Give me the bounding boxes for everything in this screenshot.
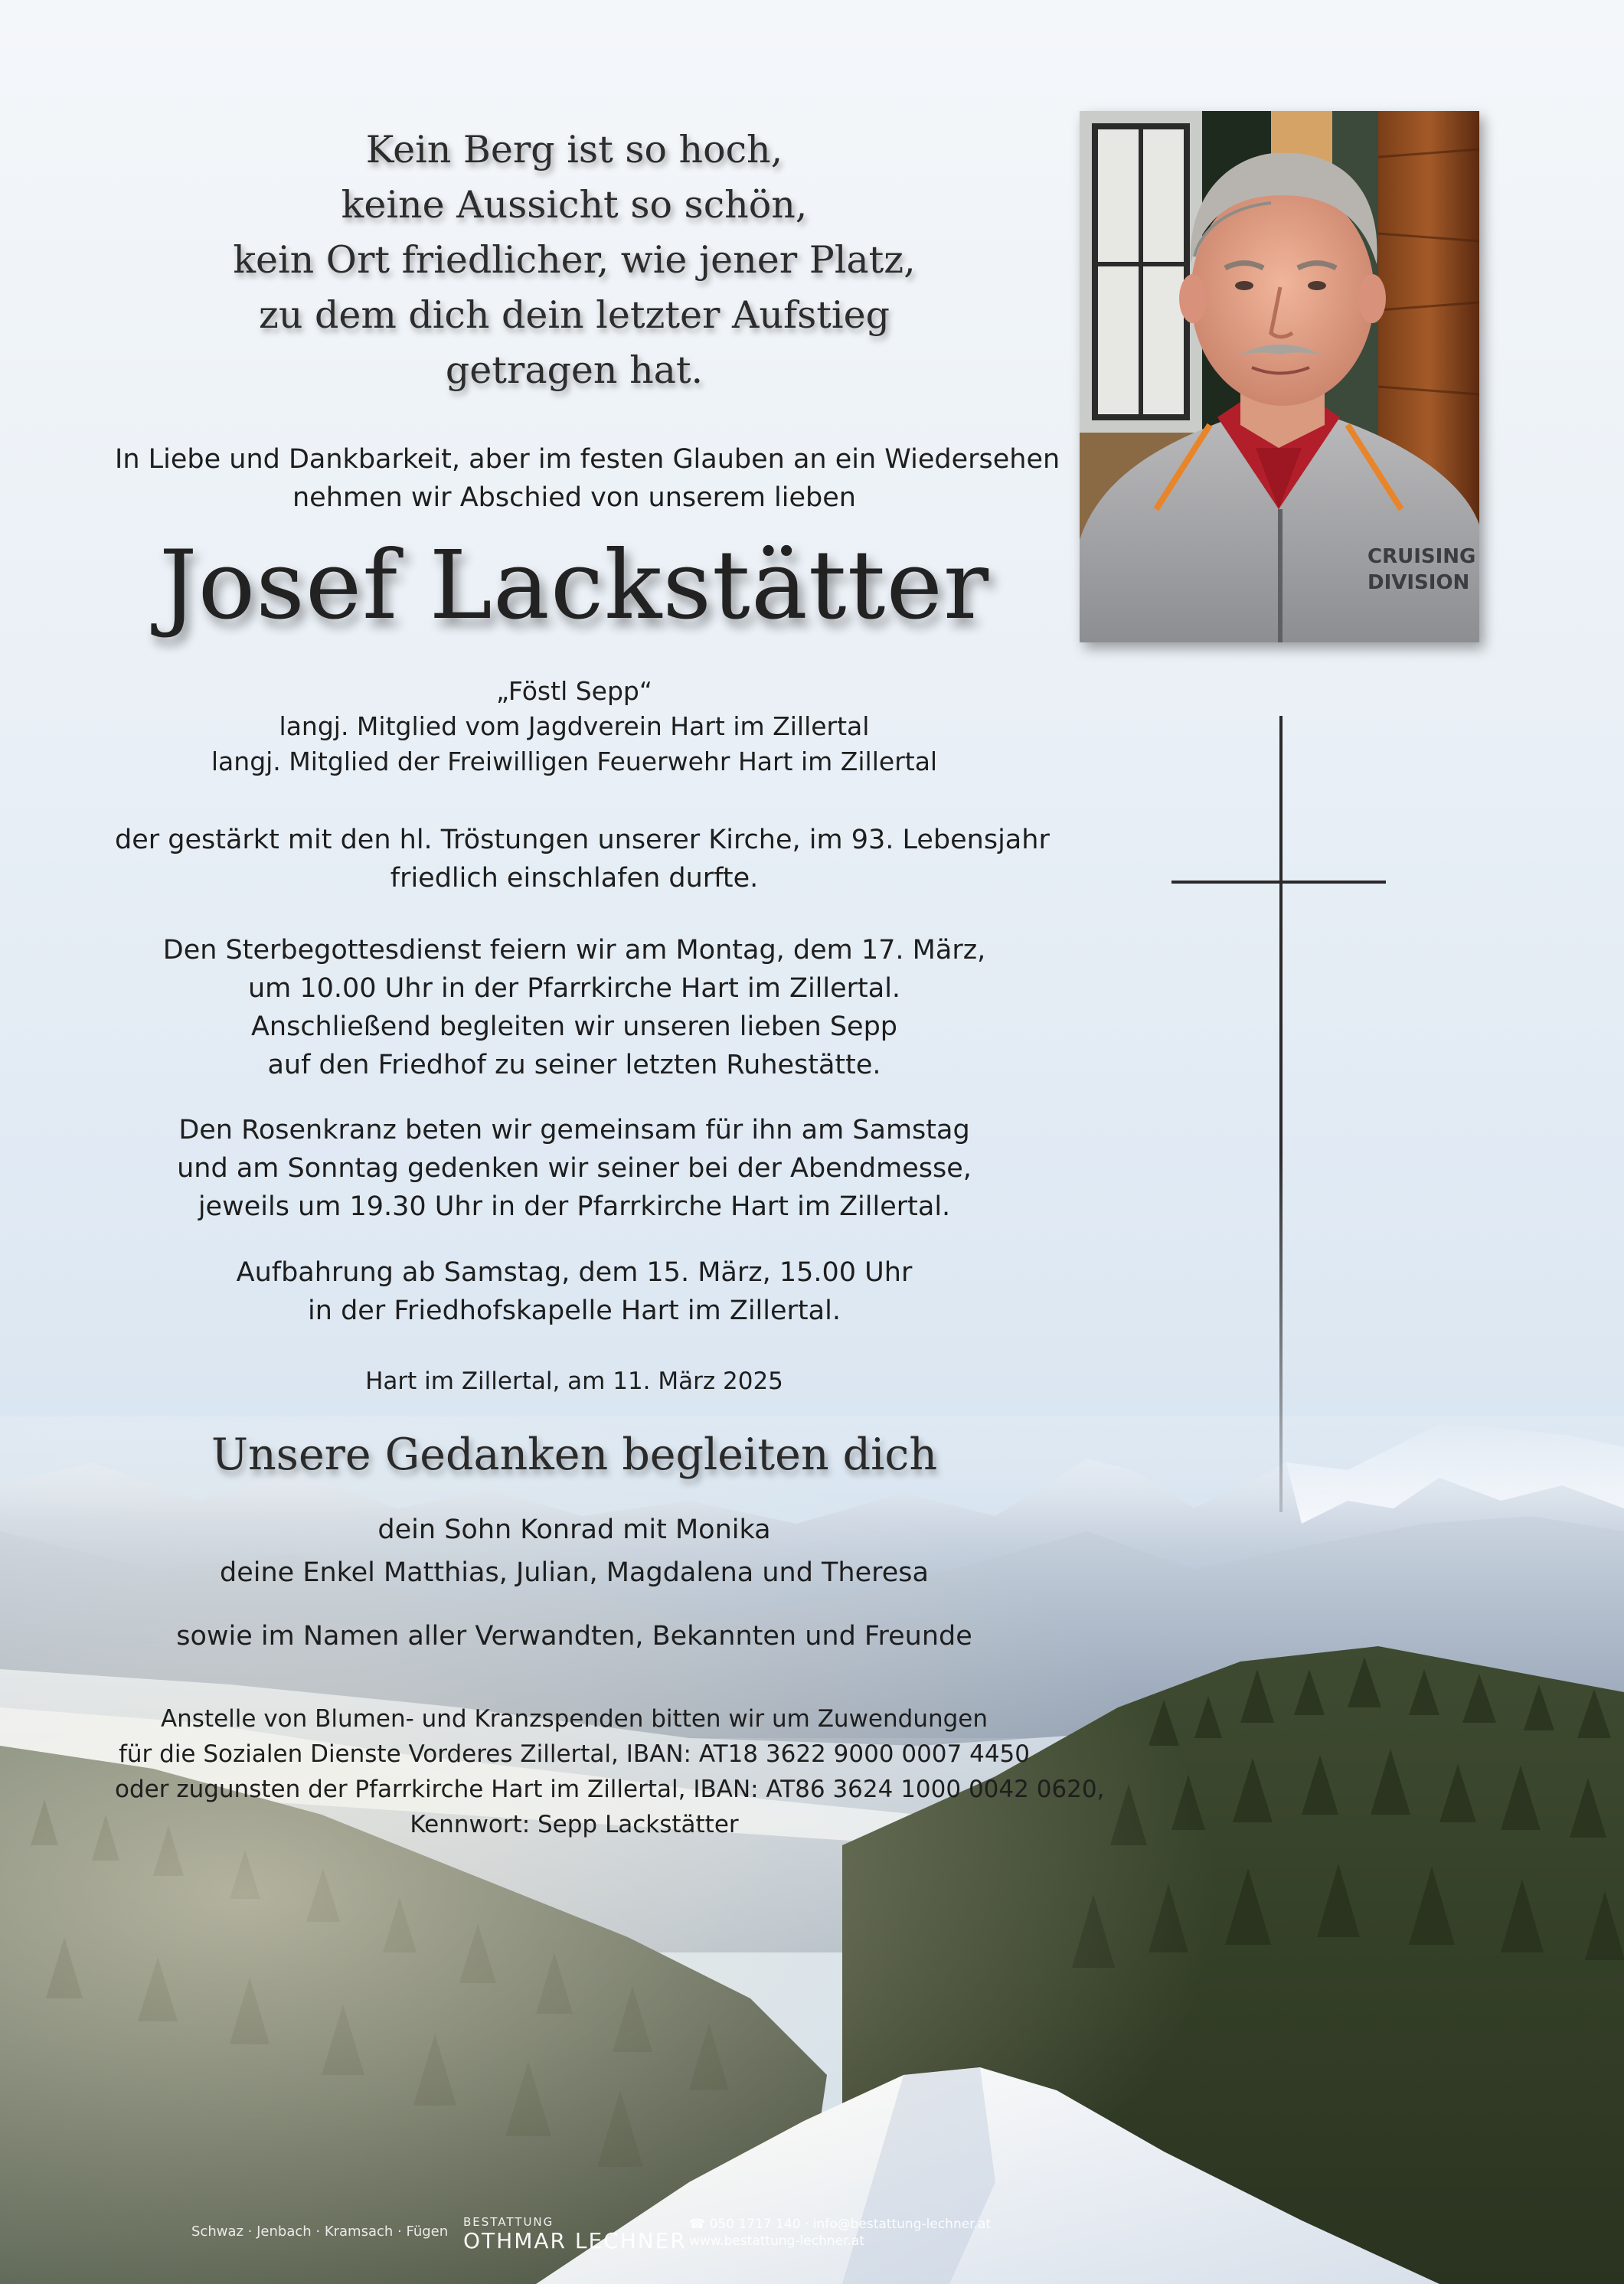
intro-text: [115, 440, 1060, 517]
passing-text: [115, 821, 1050, 897]
portrait-photo: [1080, 111, 1479, 642]
funeral-home-footer: [0, 2213, 1624, 2259]
nickname-memberships: [115, 674, 1034, 779]
membership-line: langj. Mitglied vom Jagdverein Hart im Zillertal: [279, 711, 870, 741]
intro-line: nehmen wir Abschied von unserem lieben: [292, 482, 856, 513]
poem-line: Kein Berg ist so hoch,: [365, 128, 783, 172]
family-extended: sowie im Namen aller Verwandten, Bekannten und Freunde: [176, 1621, 972, 1652]
rosary-text: [115, 1111, 1034, 1226]
laying-out-line: in der Friedhofskapelle Hart im Zillertal.: [308, 1296, 841, 1326]
footer-towns: Schwaz · Jenbach · Kramsach · Fügen: [191, 2224, 449, 2240]
membership-line: langj. Mitglied der Freiwilligen Feuerwehr Hart im Zillertal: [211, 747, 938, 776]
footer-contact: [689, 2216, 991, 2250]
funeral-line: auf den Friedhof zu seiner letzten Ruhestätte.: [267, 1050, 881, 1080]
cross-horizontal-bar: [1171, 881, 1386, 884]
family-names: [115, 1508, 1034, 1594]
poem-line: getragen hat.: [445, 348, 704, 392]
donation-line: oder zugunsten der Pfarrkirche Hart im Zillertal, IBAN: AT86 3624 1000 0042 0620,: [115, 1776, 1105, 1803]
footer-website: www.bestattung-lechner.at: [689, 2233, 865, 2249]
closing-heading: Unsere Gedanken begleiten dich: [211, 1430, 938, 1480]
cross-icon: [1171, 716, 1386, 1512]
family-line: dein Sohn Konrad mit Monika: [377, 1514, 771, 1545]
donation-text: [115, 1701, 1105, 1842]
funeral-line: Anschließend begleiten wir unseren lieben Sepp: [250, 1011, 898, 1042]
deceased-name: Josef Lackstätter: [158, 531, 990, 641]
funeral-line: um 10.00 Uhr in der Pfarrkirche Hart im Zillertal.: [247, 973, 901, 1004]
poem-line: kein Ort friedlicher, wie jener Platz,: [233, 238, 916, 282]
rosary-line: jeweils um 19.30 Uhr in der Pfarrkirche Hart im Zillertal.: [198, 1191, 951, 1222]
laying-out-line: Aufbahrung ab Samstag, dem 15. März, 15.00 Uhr: [236, 1257, 913, 1288]
intro-line: In Liebe und Dankbarkeit, aber im festen Glauben an ein Wiedersehen: [115, 444, 1060, 475]
rosary-line: und am Sonntag gedenken wir seiner bei der Abendmesse,: [177, 1153, 972, 1184]
family-line: deine Enkel Matthias, Julian, Magdalena und Theresa: [220, 1557, 929, 1588]
poem-line: keine Aussicht so schön,: [341, 183, 808, 227]
footer-logo: OTHMAR LECHNER: [463, 2228, 687, 2253]
footer-phone-email: ☎ 050 1717 140 · info@bestattung-lechner.at: [689, 2217, 992, 2232]
donation-line: Kennwort: Sepp Lackstätter: [410, 1811, 739, 1838]
place-date: Hart im Zillertal, am 11. März 2025: [365, 1367, 783, 1395]
funeral-line: Den Sterbegottesdienst feiern wir am Montag, dem 17. März,: [162, 935, 986, 966]
cross-vertical-bar: [1279, 716, 1283, 1512]
donation-line: für die Sozialen Dienste Vorderes Zillertal, IBAN: AT18 3622 9000 0007 4450: [118, 1740, 1031, 1768]
poem: [115, 123, 1034, 398]
funeral-text: [115, 931, 1034, 1084]
passing-line: friedlich einschlafen durfte.: [390, 863, 759, 894]
laying-out-text: [115, 1253, 1034, 1330]
footer-logo-subtitle: BESTATTUNG: [463, 2215, 554, 2229]
shirt-print-line: DIVISION: [1367, 571, 1470, 594]
shirt-print-line: CRUISING: [1367, 545, 1476, 568]
passing-line: der gestärkt mit den hl. Tröstungen unserer Kirche, im 93. Lebensjahr: [115, 825, 1050, 855]
donation-line: Anstelle von Blumen- und Kranzspenden bitten wir um Zuwendungen: [160, 1705, 988, 1733]
poem-line: zu dem dich dein letzter Aufstieg: [259, 293, 890, 337]
nickname: „Föstl Sepp“: [496, 676, 652, 706]
rosary-line: Den Rosenkranz beten wir gemeinsam für ihn am Samstag: [178, 1115, 970, 1145]
